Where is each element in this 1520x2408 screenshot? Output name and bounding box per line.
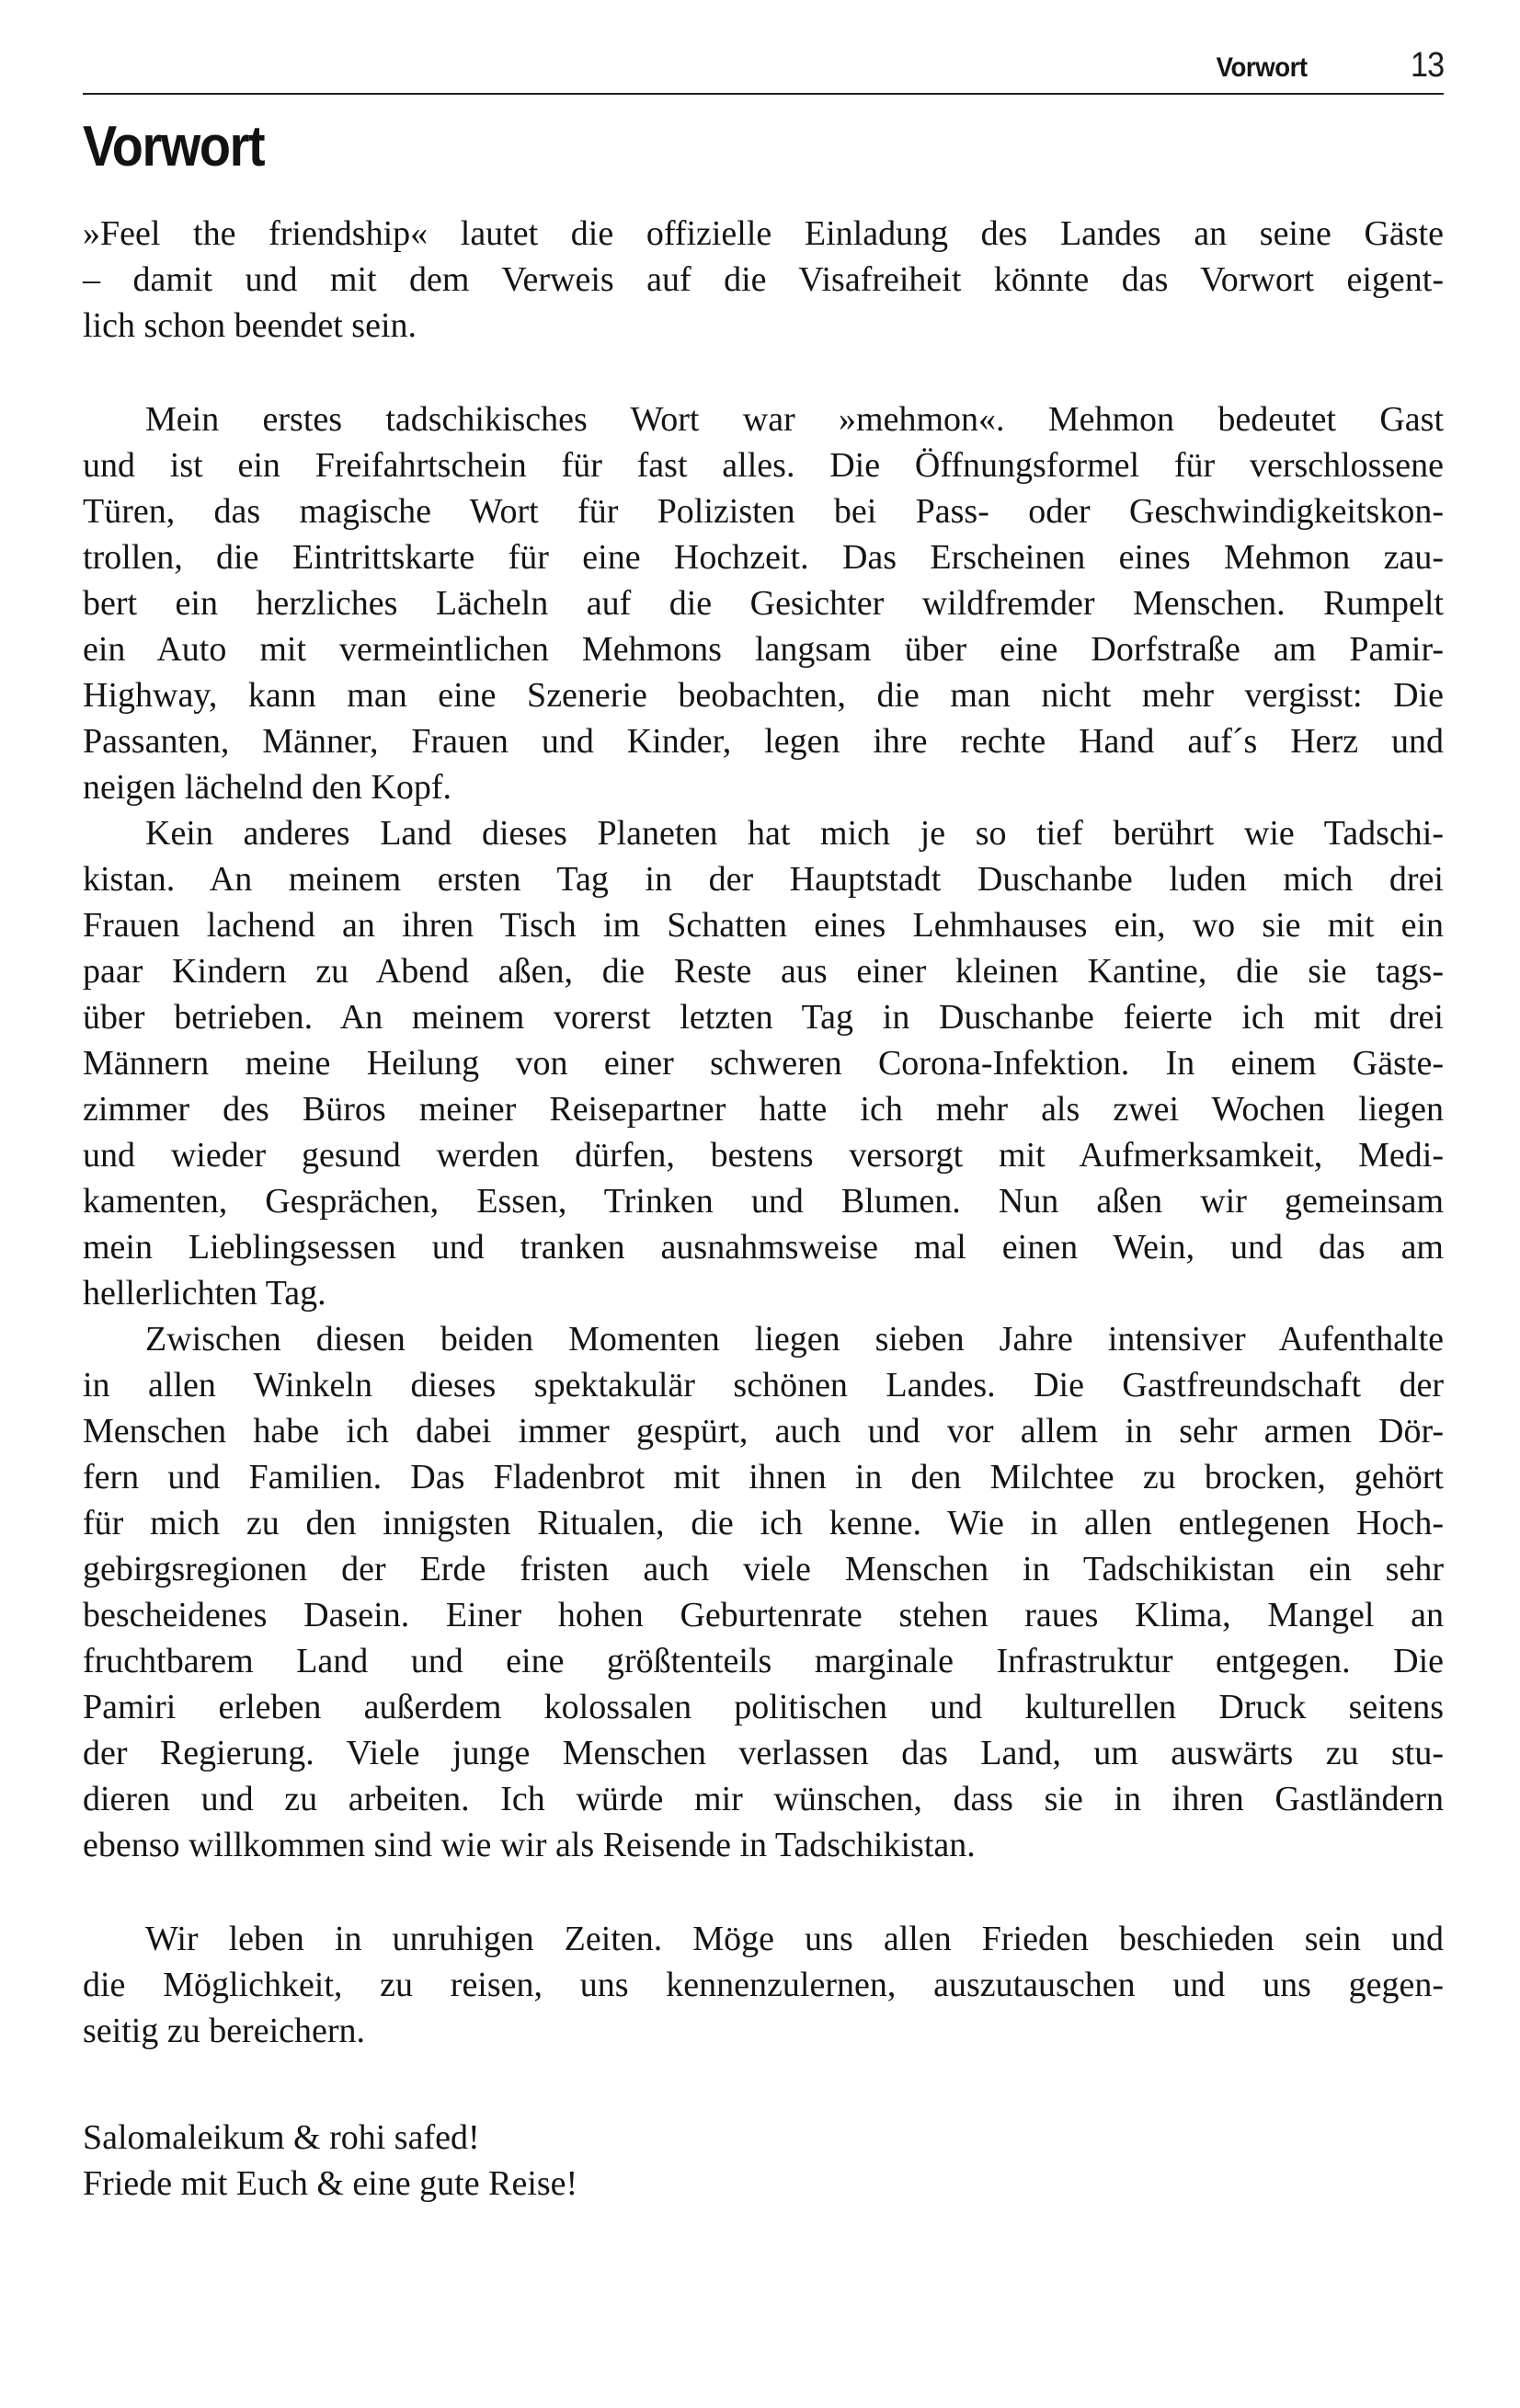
text-line: und wieder gesund werden dürfen, bestens versorgt mit Aufmerksamkeit, Medi- (83, 1136, 1444, 1175)
text-line: seitig zu bereichern. (83, 2012, 366, 2050)
text-line: lich schon beendet sein. (83, 306, 417, 345)
text-line: trollen, die Eintrittskarte für eine Hochzeit. Das Erscheinen eines Mehmon zau- (83, 538, 1444, 577)
text-line: Pamiri erleben außerdem kolossalen politischen und kulturellen Druck seitens (83, 1688, 1444, 1726)
text-line: bescheidenes Dasein. Einer hohen Geburtenrate stehen raues Klima, Mangel an (83, 1596, 1444, 1634)
text-line: ebenso willkommen sind wie wir als Reisende in Tadschikistan. (83, 1826, 976, 1864)
paragraph (83, 1316, 1444, 1868)
text-line: kamenten, Gesprächen, Essen, Trinken und Blumen. Nun aßen wir gemeinsam (83, 1182, 1444, 1221)
text-line: gebirgsregionen der Erde fristen auch viele Menschen in Tadschikistan ein sehr (83, 1550, 1444, 1588)
text-line: »Feel the friendship« lautet die offizielle Einladung des Landes an seine Gäste (83, 214, 1444, 253)
closing-block (83, 2115, 1444, 2207)
text-line: bert ein herzliches Lächeln auf die Gesichter wildfremder Menschen. Rumpelt (83, 584, 1444, 623)
text-line: dieren und zu arbeiten. Ich würde mir wünschen, dass sie in ihren Gastländern (83, 1780, 1444, 1818)
paragraph (83, 810, 1444, 1316)
paragraphs (83, 211, 1444, 2054)
text-line: Männern meine Heilung von einer schweren Corona-Infektion. In einem Gäste- (83, 1044, 1444, 1083)
text-line: fern und Familien. Das Fladenbrot mit ihnen in den Milchtee zu brocken, gehört (83, 1458, 1444, 1496)
closing-line: Friede mit Euch & eine gute Reise! (83, 2164, 578, 2203)
text-line: in allen Winkeln dieses spektakulär schönen Landes. Die Gastfreundschaft der (83, 1366, 1444, 1405)
text-line: Highway, kann man eine Szenerie beobachten, die man nicht mehr vergisst: Die (83, 676, 1444, 715)
text-line: Passanten, Männer, Frauen und Kinder, legen ihre rechte Hand auf´s Herz und (83, 722, 1444, 761)
closing-line: Salomaleikum & rohi safed! (83, 2118, 480, 2157)
page-header (83, 0, 1444, 95)
text-line: Frauen lachend an ihren Tisch im Schatten eines Lehmhauses ein, wo sie mit ein (83, 906, 1444, 945)
text-line: Wir leben in unruhigen Zeiten. Möge uns allen Frieden beschieden sein und (145, 1920, 1444, 1958)
text-line: kistan. An meinem ersten Tag in der Hauptstadt Duschanbe luden mich drei (83, 860, 1444, 899)
paragraph (83, 1916, 1444, 2054)
text-line: die Möglichkeit, zu reisen, uns kennenzulernen, auszutauschen und uns gegen- (83, 1966, 1444, 2004)
text-line: mein Lieblingsessen und tranken ausnahmsweise mal einen Wein, und das am (83, 1228, 1444, 1267)
text-line: Kein anderes Land dieses Planeten hat mich je so tief berührt wie Tadschi- (145, 814, 1444, 853)
text-line: Menschen habe ich dabei immer gespürt, auch und vor allem in sehr armen Dör- (83, 1412, 1444, 1451)
text-line: – damit und mit dem Verweis auf die Visafreiheit könnte das Vorwort eigent- (83, 260, 1444, 299)
text-line: Mein erstes tadschikisches Wort war »mehmon«. Mehmon bedeutet Gast (145, 400, 1444, 439)
text-line: Zwischen diesen beiden Momenten liegen sieben Jahre intensiver Aufenthalte (145, 1320, 1444, 1359)
page-number: 13 (1410, 46, 1444, 85)
page-title: Vorwort (83, 115, 265, 178)
paragraph (83, 211, 1444, 349)
text-line: ein Auto mit vermeintlichen Mehmons langsam über eine Dorfstraße am Pamir- (83, 630, 1444, 669)
text-line: über betrieben. An meinem vorerst letzten Tag in Duschanbe feierte ich mit drei (83, 998, 1444, 1037)
text-line: fruchtbarem Land und eine größtenteils marginale Infrastruktur entgegen. Die (83, 1642, 1444, 1680)
text-line: der Regierung. Viele junge Menschen verlassen das Land, um auswärts zu stu- (83, 1734, 1444, 1772)
text-line: zimmer des Büros meiner Reisepartner hatte ich mehr als zwei Wochen liegen (83, 1090, 1444, 1129)
text-line: hellerlichten Tag. (83, 1274, 326, 1313)
text-line: paar Kindern zu Abend aßen, die Reste aus einer kleinen Kantine, die sie tags- (83, 952, 1444, 991)
text-line: für mich zu den innigsten Ritualen, die ich kenne. Wie in allen entlegenen Hoch- (83, 1504, 1444, 1542)
paragraph (83, 396, 1444, 810)
text-line: neigen lächelnd den Kopf. (83, 768, 451, 807)
running-head: Vorwort (1216, 52, 1308, 83)
text-line: Türen, das magische Wort für Polizisten bei Pass- oder Geschwindigkeitskon- (83, 492, 1444, 531)
body-text (83, 211, 1444, 2207)
text-line: und ist ein Freifahrtschein für fast alles. Die Öffnungsformel für verschlossene (83, 446, 1444, 485)
